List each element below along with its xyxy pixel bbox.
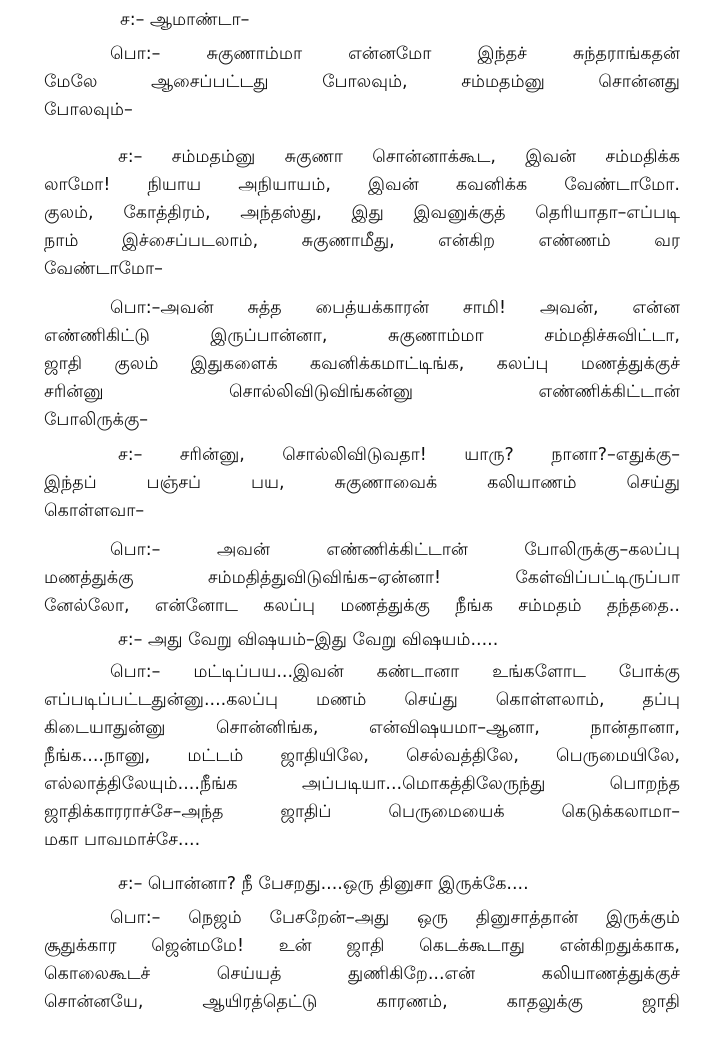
text-line bbox=[44, 380, 680, 404]
word: கலியாணத்துக்குச் bbox=[541, 964, 680, 984]
word: கெடுக்கலாமா– bbox=[561, 802, 680, 822]
word: பய, bbox=[250, 473, 285, 493]
word: சுகுணா bbox=[284, 147, 343, 167]
text-line bbox=[44, 744, 680, 768]
word: தப்பு bbox=[642, 690, 680, 710]
word: சரின்னு, bbox=[179, 445, 245, 465]
word: இந்தச் bbox=[477, 44, 527, 64]
text-line: வேண்டாமோ– bbox=[44, 259, 163, 279]
text-line: போலவும்– bbox=[44, 100, 133, 120]
word: நீங்க....நானு, bbox=[44, 746, 151, 766]
text-line bbox=[44, 352, 680, 376]
word: கொலைகூடச் bbox=[44, 964, 151, 984]
word: உன் bbox=[278, 936, 312, 956]
word: பஞ்சப் bbox=[146, 473, 202, 493]
word: கேள்விப்பட்டிருப்பா bbox=[515, 568, 680, 588]
text-line bbox=[44, 716, 680, 740]
word: மட்டிப்பய...இவன் bbox=[193, 662, 344, 682]
word: எப்படிப்பட்டதுன்னு....கலப்பு bbox=[44, 690, 278, 710]
word: சுகுணாமீது, bbox=[301, 231, 395, 251]
word: குலம் bbox=[114, 354, 159, 374]
word: ஆசைப்பட்டது bbox=[151, 72, 269, 92]
text-line bbox=[110, 538, 680, 562]
word: இது bbox=[351, 203, 384, 223]
word: தினுசாத்தான் bbox=[475, 908, 579, 928]
word: நெஜம் bbox=[188, 908, 242, 928]
word: சொன்னிங்க, bbox=[215, 718, 319, 738]
word: என்னோட bbox=[154, 596, 238, 616]
text-line bbox=[44, 566, 680, 590]
text-line bbox=[110, 660, 680, 684]
word: போலவும், bbox=[322, 72, 408, 92]
text-line: ச:– பொன்னா? நீ பேசறது....ஒரு தினுசா இருக்கே.... bbox=[118, 874, 529, 894]
word: கிடையாதுன்னு bbox=[44, 718, 166, 738]
word: சொன்னது bbox=[598, 72, 680, 92]
word: ஜாதி bbox=[44, 354, 83, 374]
word: மணத்துக்கு bbox=[340, 596, 430, 616]
word: சம்மதம்னு bbox=[461, 72, 545, 92]
word: கலப்பு bbox=[496, 354, 549, 374]
word: சொன்னாக்கூட, bbox=[372, 147, 496, 167]
word: சொல்லிவிடுவிங்கன்னு bbox=[229, 382, 414, 402]
text-line bbox=[44, 934, 680, 958]
word: கவனிக்க bbox=[455, 175, 528, 195]
word: கலியாணம் bbox=[487, 473, 577, 493]
word: ஆயிரத்தெட்டு bbox=[202, 992, 318, 1012]
word: சாமி! bbox=[462, 298, 506, 318]
word: சூதுக்கார bbox=[44, 936, 117, 956]
word: கவனிக்கமாட்டிங்க, bbox=[309, 354, 465, 374]
word: பொ:– bbox=[110, 540, 161, 560]
word: குலம், bbox=[44, 203, 94, 223]
word: இருப்பான்னா, bbox=[210, 326, 328, 346]
word: போக்கு bbox=[618, 662, 680, 682]
word: பொறந்த bbox=[609, 774, 680, 794]
word: சம்மதிச்சுவிட்டா, bbox=[544, 326, 680, 346]
word: மணத்துக்கு bbox=[44, 568, 134, 588]
word: ஜென்மமே! bbox=[151, 936, 245, 956]
word: இவன் bbox=[368, 175, 419, 195]
word: பொ:–அவன் bbox=[110, 298, 214, 318]
word: ச:– bbox=[118, 445, 143, 465]
word: நான்தானா, bbox=[590, 718, 680, 738]
word: சுந்தராங்கதன் bbox=[572, 44, 680, 64]
text-line bbox=[44, 772, 680, 796]
word: அப்படியா...மொகத்திலேருந்து bbox=[301, 774, 546, 794]
word: ஜாதி bbox=[641, 992, 680, 1012]
text-line bbox=[110, 906, 680, 930]
word: பொ:– bbox=[110, 44, 161, 64]
word: சம்மதம்னு bbox=[171, 147, 256, 167]
word: எண்ணம் bbox=[538, 231, 611, 251]
word: ஜாதி bbox=[346, 936, 385, 956]
word: ஒரு bbox=[417, 908, 449, 928]
word: மணத்துக்குச் bbox=[580, 354, 680, 374]
text-line: மகா பாவமாச்சே.... bbox=[44, 830, 201, 850]
text-line bbox=[118, 443, 680, 467]
word: எண்ணிக்கிட்டான் bbox=[538, 382, 680, 402]
word: நியாய bbox=[147, 175, 202, 195]
word: போலிருக்கு–கலப்பு bbox=[524, 540, 680, 560]
text-line bbox=[44, 201, 680, 225]
word: தந்ததை.. bbox=[606, 596, 680, 616]
word: சுகுணாம்மா bbox=[388, 326, 484, 346]
word: செய்து bbox=[404, 690, 458, 710]
word: பேசறேன்–அது bbox=[269, 908, 390, 928]
word: என்கிறதுக்காக, bbox=[559, 936, 680, 956]
word: ஜாதிப் bbox=[280, 802, 332, 822]
word: லாமோ! bbox=[44, 175, 111, 195]
word: இவன் bbox=[525, 147, 577, 167]
text-line bbox=[44, 70, 680, 94]
text-line bbox=[44, 471, 680, 495]
text-line bbox=[110, 42, 680, 66]
word: ச:– bbox=[118, 147, 143, 167]
text-line bbox=[110, 296, 680, 320]
word: அந்தஸ்து, bbox=[240, 203, 322, 223]
word: மட்டம் bbox=[187, 746, 244, 766]
word: நாம் bbox=[44, 231, 79, 251]
word: யாரு? bbox=[464, 445, 514, 465]
word: னேல்லோ, bbox=[44, 596, 130, 616]
word: காதலுக்கு bbox=[506, 992, 583, 1012]
word: அவன், bbox=[539, 298, 599, 318]
word: கலப்பு bbox=[263, 596, 316, 616]
text-line: ச:– அது வேறு விஷயம்–இது வேறு விஷயம்..... bbox=[118, 630, 499, 650]
word: சுத்த bbox=[247, 298, 282, 318]
word: இச்சைப்படலாம், bbox=[121, 231, 259, 251]
word: எண்ணிகிட்டு bbox=[44, 326, 150, 346]
word: என்னமோ bbox=[348, 44, 432, 64]
text-line: கொள்ளவா– bbox=[44, 501, 145, 521]
word: உங்களோட bbox=[492, 662, 586, 682]
word: பொ:– bbox=[110, 662, 161, 682]
word: கோத்திரம், bbox=[123, 203, 211, 223]
word: ஜாதியிலே, bbox=[280, 746, 369, 766]
word: சுகுணாம்மா bbox=[206, 44, 303, 64]
text-line bbox=[44, 800, 680, 824]
word: பெருமையிலே, bbox=[555, 746, 680, 766]
word: சம்மதம் bbox=[518, 596, 582, 616]
text-line bbox=[44, 688, 680, 712]
text-line bbox=[44, 324, 680, 348]
text-line bbox=[44, 229, 680, 253]
word: செய்யத் bbox=[216, 964, 282, 984]
word: என்விஷயமா–ஆனா, bbox=[368, 718, 540, 738]
word: வர bbox=[654, 231, 680, 251]
word: காரணம், bbox=[376, 992, 448, 1012]
word: சரின்னு bbox=[44, 382, 104, 402]
word: அவன் bbox=[216, 540, 270, 560]
word: அநியாயம், bbox=[238, 175, 331, 195]
word: சுகுணாவைக் bbox=[334, 473, 438, 493]
word: சொல்லிவிடுவதா! bbox=[282, 445, 427, 465]
word: இவனுக்குத் bbox=[413, 203, 506, 223]
word: நீங்க bbox=[455, 596, 493, 616]
word: இதுகளைக் bbox=[190, 354, 278, 374]
word: பொ:– bbox=[110, 908, 161, 928]
word: பைத்யக்காரன் bbox=[315, 298, 430, 318]
word: தெரியாதா–எப்படி bbox=[535, 203, 680, 223]
word: என்ன bbox=[632, 298, 680, 318]
word: வேண்டாமோ. bbox=[564, 175, 680, 195]
word: செல்வத்திலே, bbox=[406, 746, 519, 766]
word: கெடக்கூடாது bbox=[419, 936, 525, 956]
word: கண்டானா bbox=[376, 662, 460, 682]
text-line bbox=[118, 145, 680, 169]
text-line: போலிருக்கு– bbox=[44, 410, 149, 430]
text-line: ச:– ஆமாண்டா– bbox=[120, 10, 250, 30]
word: எண்ணிக்கிட்டான் bbox=[326, 540, 468, 560]
word: மணம் bbox=[315, 690, 367, 710]
word: செய்து bbox=[626, 473, 680, 493]
word: இருக்கும் bbox=[605, 908, 680, 928]
word: எல்லாத்திலேயும்....நீங்க bbox=[44, 774, 238, 794]
word: சொன்னயே, bbox=[44, 992, 144, 1012]
word: பெருமையைக் bbox=[388, 802, 505, 822]
word: மேலே bbox=[44, 72, 98, 92]
word: என்கிற bbox=[438, 231, 496, 251]
word: சம்மதித்துவிடுவிங்க–ஏன்னா! bbox=[207, 568, 442, 588]
word: இந்தப் bbox=[44, 473, 97, 493]
text-line bbox=[44, 962, 680, 986]
text-line bbox=[44, 990, 680, 1014]
text-line bbox=[44, 594, 680, 618]
text-line bbox=[44, 173, 680, 197]
word: துணிகிறே...என் bbox=[347, 964, 476, 984]
word: சம்மதிக்க bbox=[605, 147, 680, 167]
word: ஜாதிக்காரராச்சே–அந்த bbox=[44, 802, 224, 822]
word: கொள்ளலாம், bbox=[495, 690, 605, 710]
word: நானா?–எதுக்கு– bbox=[551, 445, 680, 465]
